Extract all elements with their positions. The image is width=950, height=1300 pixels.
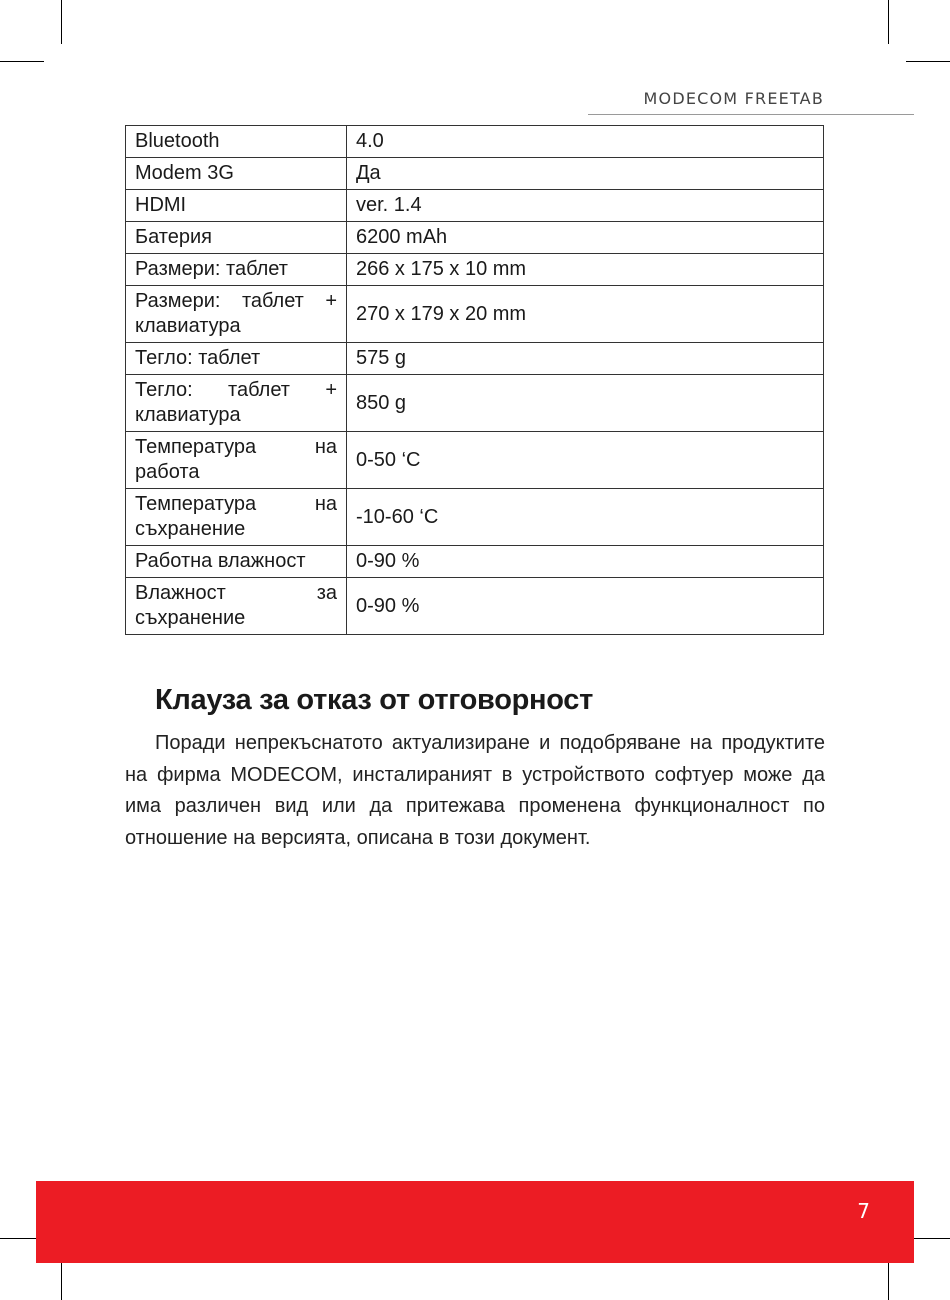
- crop-mark: [0, 61, 44, 62]
- spec-value: Да: [347, 158, 824, 190]
- spec-label: Влажност за съхранение: [126, 578, 347, 635]
- spec-value: -10-60 ‘C: [347, 489, 824, 546]
- spec-value: 6200 mAh: [347, 222, 824, 254]
- spec-label: Температура на работа: [126, 432, 347, 489]
- spec-value: 0-90 %: [347, 578, 824, 635]
- table-row: [126, 286, 824, 343]
- disclaimer-body: Поради непрекъснатото актуализиране и подобряване на продуктите на фирма MODECOM, инсталираният в устройството софтуер може да има различен вид или да притежава променена функционалност по отношение на версията, описана в този документ.: [125, 732, 825, 849]
- header-title: MODECOM FREETAB: [643, 89, 824, 108]
- spec-value: 0-90 %: [347, 546, 824, 578]
- spec-value: 0-50 ‘C: [347, 432, 824, 489]
- spec-label: Тегло: таблет: [126, 343, 347, 375]
- table-row: [126, 254, 824, 286]
- spec-value: 575 g: [347, 343, 824, 375]
- spec-label: Bluetooth: [126, 126, 347, 158]
- crop-mark: [888, 0, 889, 44]
- spec-label: Размери: таблет + клавиатура: [126, 286, 347, 343]
- spec-label: Тегло: таблет + клавиатура: [126, 375, 347, 432]
- table-row: [126, 158, 824, 190]
- spec-label: HDMI: [126, 190, 347, 222]
- page-number: 7: [857, 1199, 870, 1223]
- spec-value: ver. 1.4: [347, 190, 824, 222]
- spec-label: Modem 3G: [126, 158, 347, 190]
- header-divider: [588, 114, 914, 115]
- table-row: [126, 222, 824, 254]
- crop-mark: [61, 0, 62, 44]
- spec-label: Батерия: [126, 222, 347, 254]
- table-row: [126, 578, 824, 635]
- table-row: [126, 546, 824, 578]
- spec-label: Температура на съхранение: [126, 489, 347, 546]
- spec-label: Работна влажност: [126, 546, 347, 578]
- spec-value: 4.0: [347, 126, 824, 158]
- spec-value: 266 x 175 x 10 mm: [347, 254, 824, 286]
- spec-label: Размери: таблет: [126, 254, 347, 286]
- table-row: [126, 190, 824, 222]
- spec-value: 270 x 179 x 20 mm: [347, 286, 824, 343]
- disclaimer-heading: Клауза за отказ от отговорност: [155, 684, 594, 716]
- table-row: [126, 375, 824, 432]
- table-row: [126, 126, 824, 158]
- crop-mark: [906, 61, 950, 62]
- table-row: [126, 432, 824, 489]
- specs-table: [125, 125, 824, 635]
- spec-value: 850 g: [347, 375, 824, 432]
- table-row: [126, 343, 824, 375]
- table-row: [126, 489, 824, 546]
- footer-band: [36, 1181, 914, 1263]
